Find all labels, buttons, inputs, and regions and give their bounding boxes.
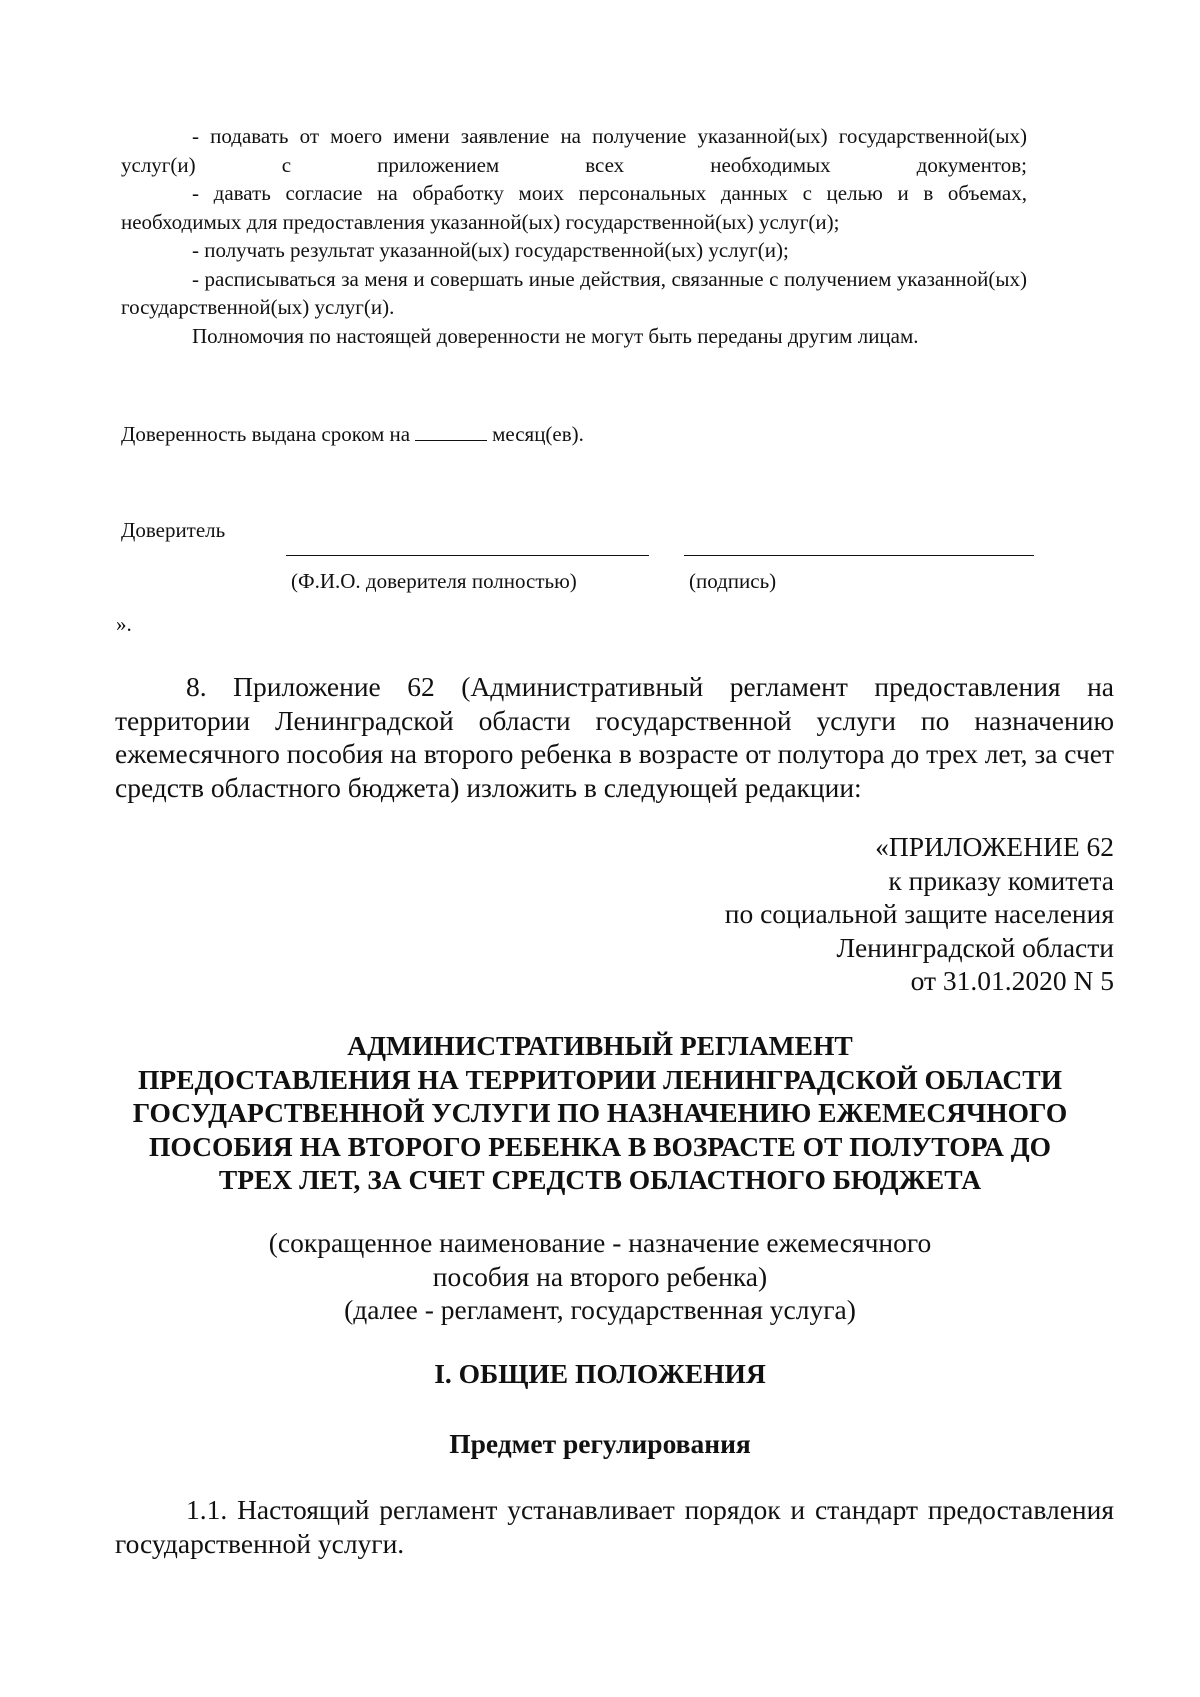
regulation-title-line: ГОСУДАРСТВЕННОЙ УСЛУГИ ПО НАЗНАЧЕНИЮ ЕЖЕМЕСЯЧНОГО — [132, 1097, 1068, 1128]
principal-name-caption: (Ф.И.О. доверителя полностью) — [291, 569, 577, 593]
poa-term-unit: месяц(ев). — [492, 422, 584, 446]
closing-quote: ». — [116, 612, 132, 636]
clause-1-1: 1.1. Настоящий регламент устанавливает порядок и стандарт предоставления государственной услуги. — [115, 1494, 1114, 1559]
appendix-order: к приказу комитета — [888, 864, 1114, 896]
principal-signature-line — [684, 555, 1034, 556]
appendix-number: «ПРИЛОЖЕНИЕ 62 — [875, 831, 1114, 862]
section-heading: I. ОБЩИЕ ПОЛОЖЕНИЯ — [434, 1358, 766, 1389]
poa-term-blank — [415, 418, 487, 441]
poa-power-sign: - расписываться за меня и совершать иные действия, связанные с получением указанной(ых) государственной(ых) услуг(и). — [121, 266, 1027, 319]
regulation-title — [100, 1029, 1100, 1197]
power-of-attorney-powers — [121, 122, 1027, 350]
poa-no-transfer: Полномочия по настоящей доверенности не могут быть переданы другим лицам. — [192, 323, 919, 348]
regulation-title-line: ПОСОБИЯ НА ВТОРОГО РЕБЕНКА В ВОЗРАСТЕ ОТ ПОЛУТОРА ДО — [148, 1130, 1052, 1162]
short-name-line: (далее - регламент, государственная услуга) — [344, 1294, 856, 1325]
poa-power-receive: - получать результат указанной(ых) государственной(ых) услуг(и); — [192, 238, 789, 262]
poa-power-consent: - давать согласие на обработку моих персональных данных с целью и в объемах, необходимых для предоставления указанной(ых) государственной(ых) услуг(и); — [121, 181, 1027, 234]
regulation-title-line: ТРЕХ ЛЕТ, ЗА СЧЕТ СРЕДСТВ ОБЛАСТНОГО БЮДЖЕТА — [218, 1164, 982, 1195]
appendix-region: Ленинградской области — [836, 931, 1114, 963]
regulation-title-line: ПРЕДОСТАВЛЕНИЯ НА ТЕРРИТОРИИ ЛЕНИНГРАДСКОЙ ОБЛАСТИ — [138, 1063, 1062, 1095]
principal-label: Доверитель — [121, 518, 226, 542]
poa-power-submit: - подавать от моего имени заявление на получение указанной(ых) государственной(ых) услуг(и) с приложением всех необходимых документов; — [121, 124, 1027, 177]
item-8-paragraph: 8. Приложение 62 (Административный регламент предоставления на территории Ленинградской области государственной услуги по назначению ежемесячного пособия на второго ребенка в возрасте от полутора до трех лет, за счет средств областного бюджета) изложить в следующей редакции: — [115, 671, 1114, 803]
section-subheading: Предмет регулирования — [449, 1428, 751, 1459]
short-name-line: пособия на второго ребенка) — [432, 1260, 768, 1292]
poa-term-label: Доверенность выдана сроком на — [121, 422, 411, 446]
poa-term — [121, 418, 584, 448]
appendix-committee: по социальной защите населения — [724, 898, 1114, 929]
principal-name-line — [286, 555, 649, 556]
appendix-header — [725, 830, 1114, 998]
principal-signature-caption: (подпись) — [689, 569, 777, 593]
regulation-title-line: АДМИНИСТРАТИВНЫЙ РЕГЛАМЕНТ — [347, 1030, 853, 1061]
appendix-date: от 31.01.2020 N 5 — [910, 965, 1114, 996]
regulation-short-name — [100, 1226, 1100, 1327]
short-name-line: (сокращенное наименование - назначение ежемесячного — [268, 1227, 932, 1258]
